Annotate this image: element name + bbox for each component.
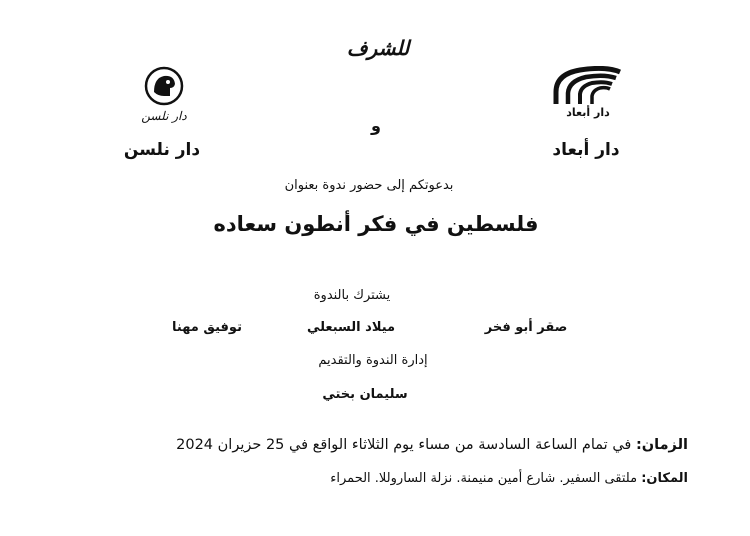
- event-time-label: الزمان:: [635, 437, 688, 453]
- intro-phrase: للشرف: [346, 36, 410, 60]
- speaker-2: ميلاد السبعلي: [306, 320, 396, 335]
- moderator-name: سليمان بختي: [322, 387, 408, 402]
- event-place-label: المكان:: [641, 471, 688, 486]
- nelson-circle-logo-icon: [144, 66, 184, 106]
- publisher-abaad: دار أبعاد: [552, 140, 620, 160]
- abaad-logo: [550, 66, 626, 124]
- nelson-logo: [136, 66, 192, 130]
- event-place-value: ملتقى السفير. شارع أمين منيمنة. نزلة الساروللا. الحمراء: [330, 471, 638, 486]
- event-time-value: في تمام الساعة السادسة من مساء يوم الثلاثاء الواقع في 25 حزيران 2024: [176, 437, 632, 453]
- publisher-nelson: دار نلسن: [123, 140, 201, 160]
- event-time: [176, 437, 688, 453]
- conjunction: و: [371, 116, 381, 135]
- abaad-logo-caption: دار أبعاد: [566, 106, 610, 119]
- participants-label: يشترك بالندوة: [313, 288, 391, 303]
- event-place: [330, 471, 688, 486]
- seminar-title: فلسطين في فكر أنطون سعاده: [213, 212, 539, 236]
- nelson-logo-caption: دار نلسن: [141, 109, 187, 123]
- speaker-1: صقر أبو فخر: [484, 320, 568, 335]
- moderation-label: إدارة الندوة والتقديم: [318, 353, 428, 368]
- speaker-3: توفيق مهنا: [172, 320, 242, 335]
- invitation-line: بدعوتكم إلى حضور ندوة بعنوان: [284, 178, 454, 193]
- abaad-arches-logo-icon: [550, 66, 626, 104]
